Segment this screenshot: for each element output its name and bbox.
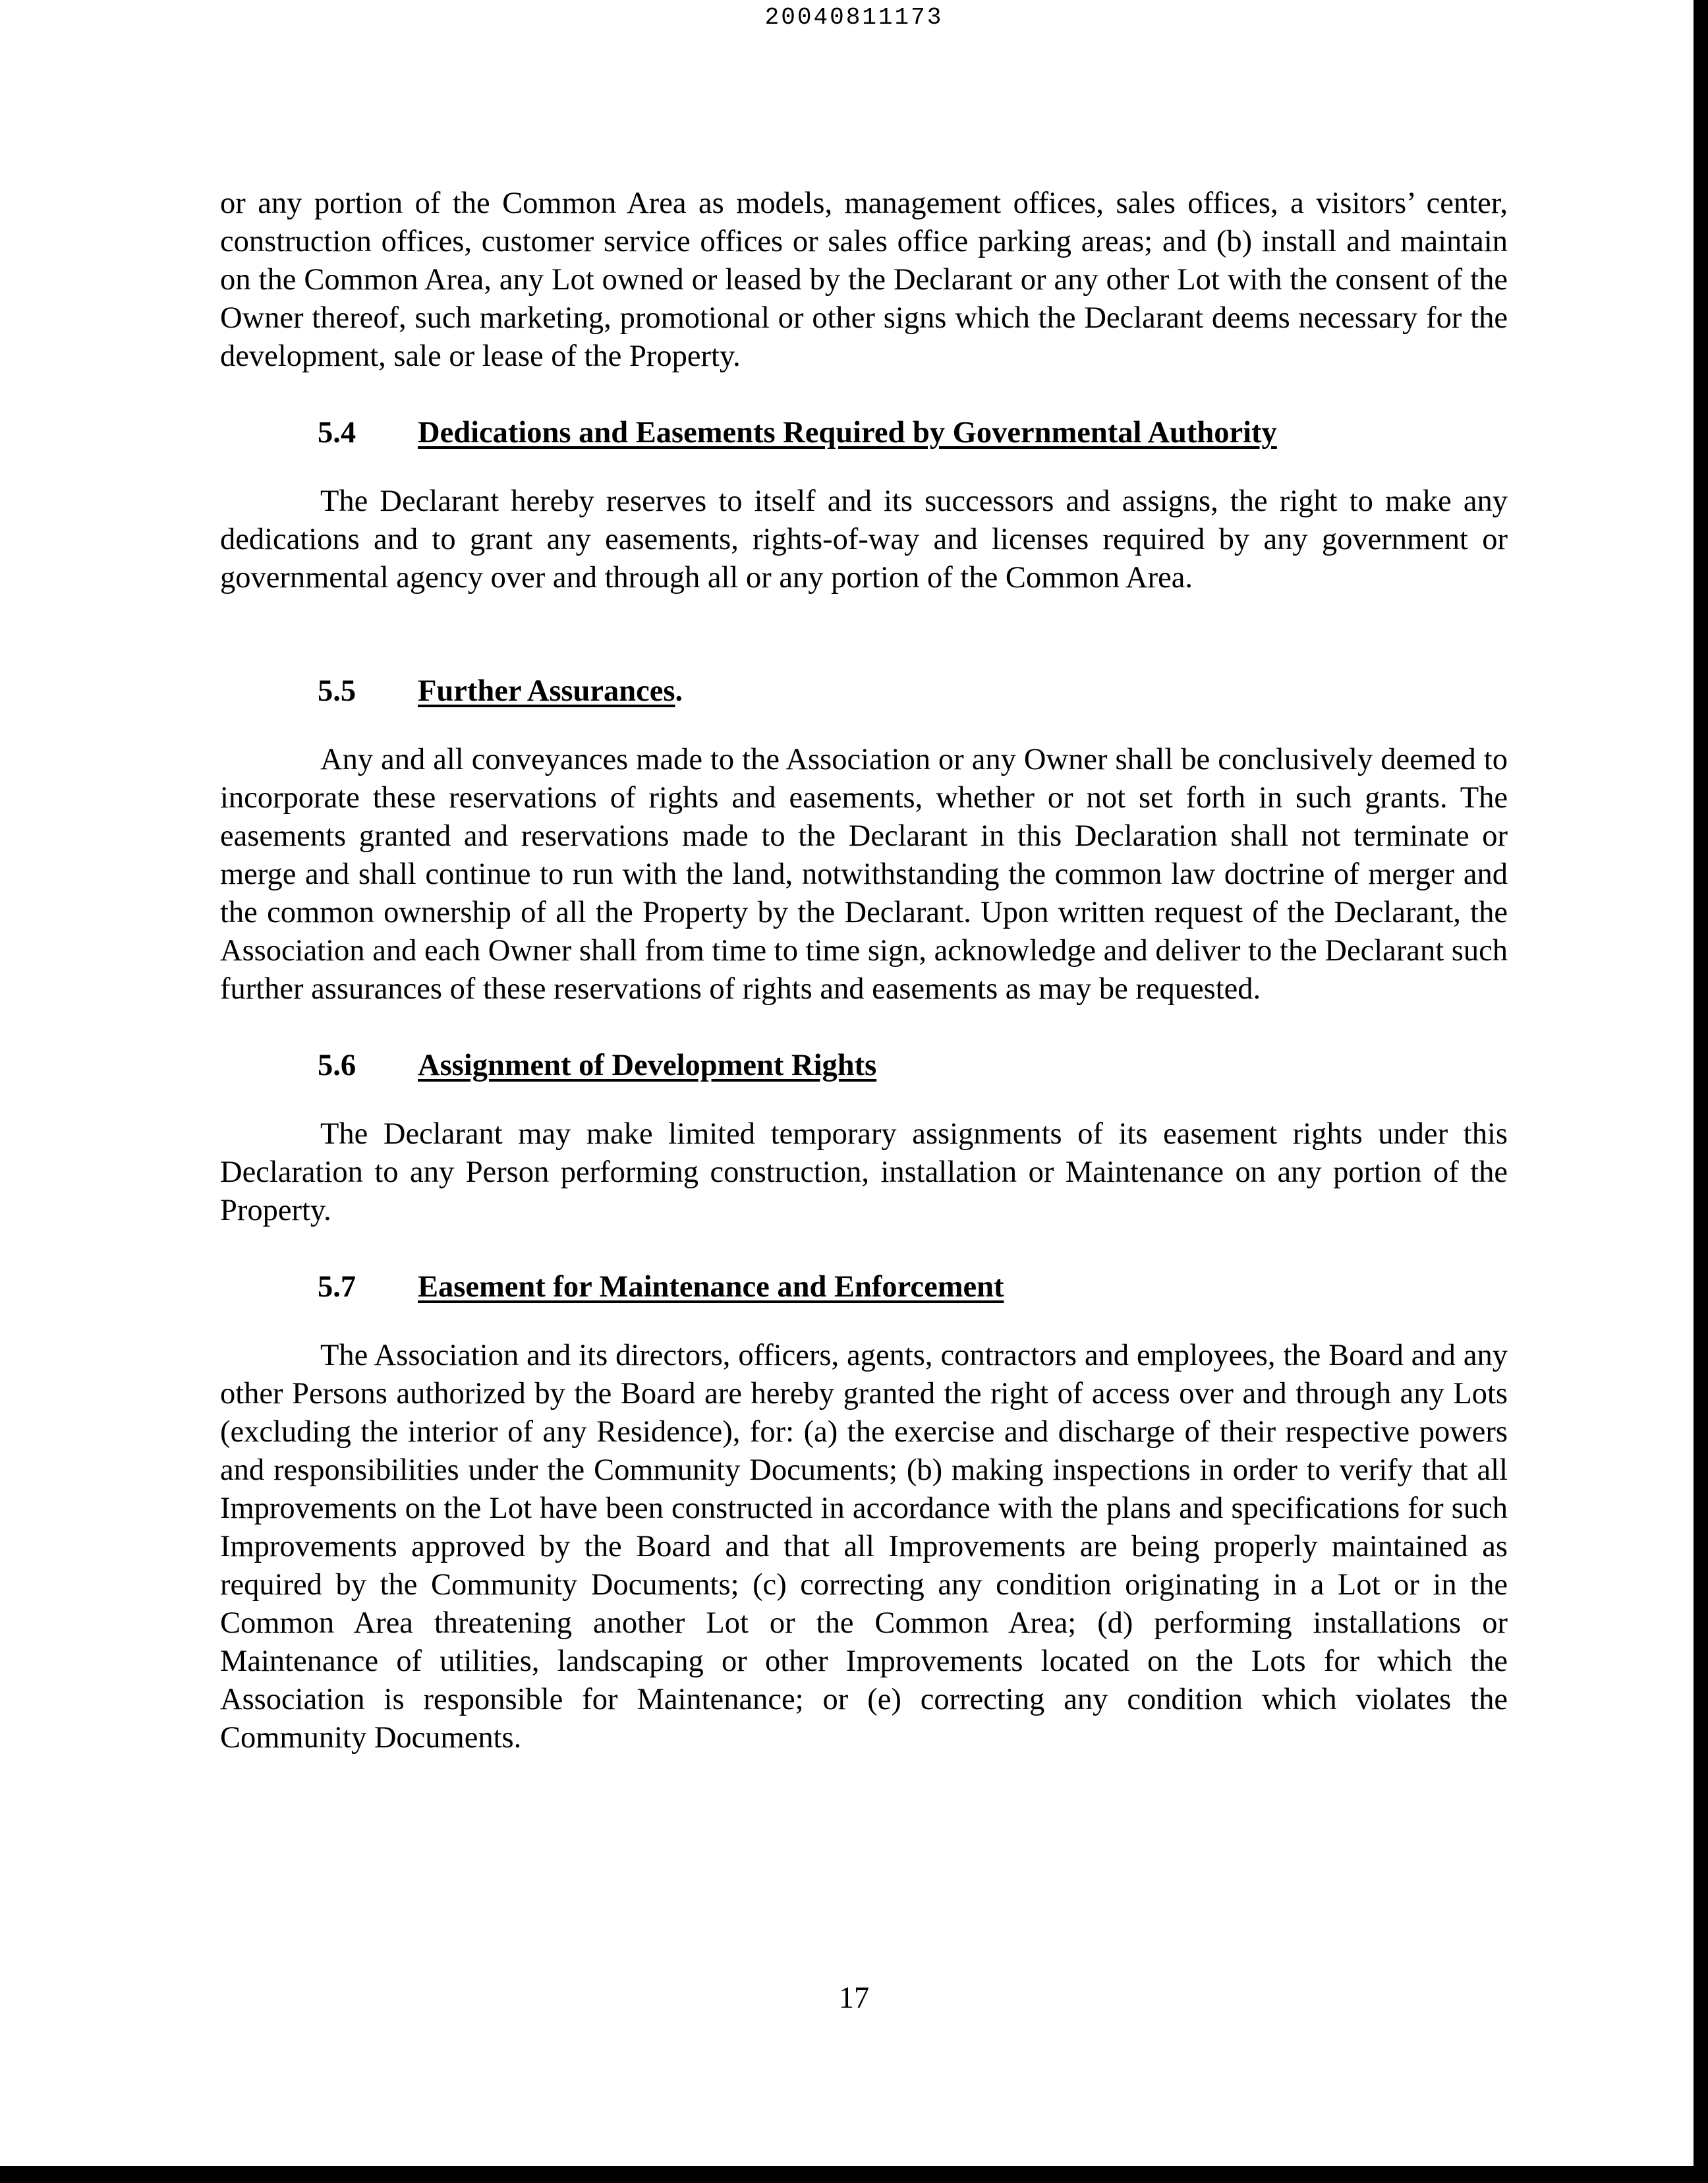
section-5-7 (220, 1268, 1508, 1757)
section-title: Assignment of Development Rights (418, 1049, 877, 1082)
section-title: Further Assurances (418, 674, 675, 708)
section-number: 5.5 (318, 674, 356, 708)
section-title-suffix: . (675, 674, 683, 708)
opening-paragraph: or any portion of the Common Area as models, management offices, sales offices, a visitors’ center, construction offices, customer service offices or sales office parking areas; and (b) install and maintain on the Common Area, any Lot owned or leased by the Declarant or any other Lot with the consent of the Owner thereof, such marketing, promotional or other signs which the Declarant deems necessary for the development, sale or lease of the Property. (220, 187, 1508, 373)
section-5-6 (220, 1047, 1508, 1230)
section-number: 5.6 (318, 1049, 356, 1082)
section-title: Dedications and Easements Required by Governmental Authority (418, 416, 1277, 450)
section-heading (220, 414, 1508, 452)
section-5-4 (220, 414, 1508, 597)
section-body: The Declarant may make limited temporary assignments of its easement rights under this Declaration to any Person performing construction, installation or Maintenance on any portion of the Property. (220, 1117, 1508, 1227)
document-id-header: 20040811173 (764, 4, 944, 31)
scan-border-right (1694, 0, 1708, 2183)
section-heading (220, 1047, 1508, 1085)
section-5-5 (220, 672, 1508, 1008)
section-number: 5.7 (318, 1270, 356, 1304)
page-number: 17 (838, 1981, 870, 2015)
scan-border-bottom (0, 2166, 1708, 2183)
section-heading (220, 1268, 1508, 1306)
section-body: Any and all conveyances made to the Association or any Owner shall be conclusively deemed to incorporate these reservations of rights and easements, whether or not set forth in such grants. The easements granted and reservations made to the Declarant in this Declaration shall not terminate or merge and shall continue to run with the land, notwithstanding the common law doctrine of merger and the common ownership of all the Property by the Declarant. Upon written request of the Declarant, the Association and each Owner shall from time to time sign, acknowledge and deliver to the Declarant such further assurances of these reservations of rights and easements as may be requested. (220, 743, 1508, 1006)
page-body (220, 185, 1508, 1757)
section-title: Easement for Maintenance and Enforcement (418, 1270, 1004, 1304)
section-body: The Association and its directors, officers, agents, contractors and employees, the Board and any other Persons authorized by the Board are hereby granted the right of access over and through any Lots (excluding the interior of any Residence), for: (a) the exercise and discharge of their respective powers and responsibilities under the Community Documents; (b) making inspections in order to verify that all Improvements on the Lot have been constructed in accordance with the plans and specifications for such Improvements approved by the Board and that all Improvements are being properly maintained as required by the Community Documents; (c) correcting any condition originating in a Lot or in the Common Area threatening another Lot or the Common Area; (d) performing installations or Maintenance of utilities, landscaping or other Improvements located on the Lots for which the Association is responsible for Maintenance; or (e) correcting any condition which violates the Community Documents. (220, 1339, 1508, 1755)
section-body: The Declarant hereby reserves to itself and its successors and assigns, the right to make any dedications and to grant any easements, rights-of-way and licenses required by any government or governmental agency over and through all or any portion of the Common Area. (220, 484, 1508, 595)
section-heading (220, 672, 1508, 711)
section-number: 5.4 (318, 416, 356, 450)
